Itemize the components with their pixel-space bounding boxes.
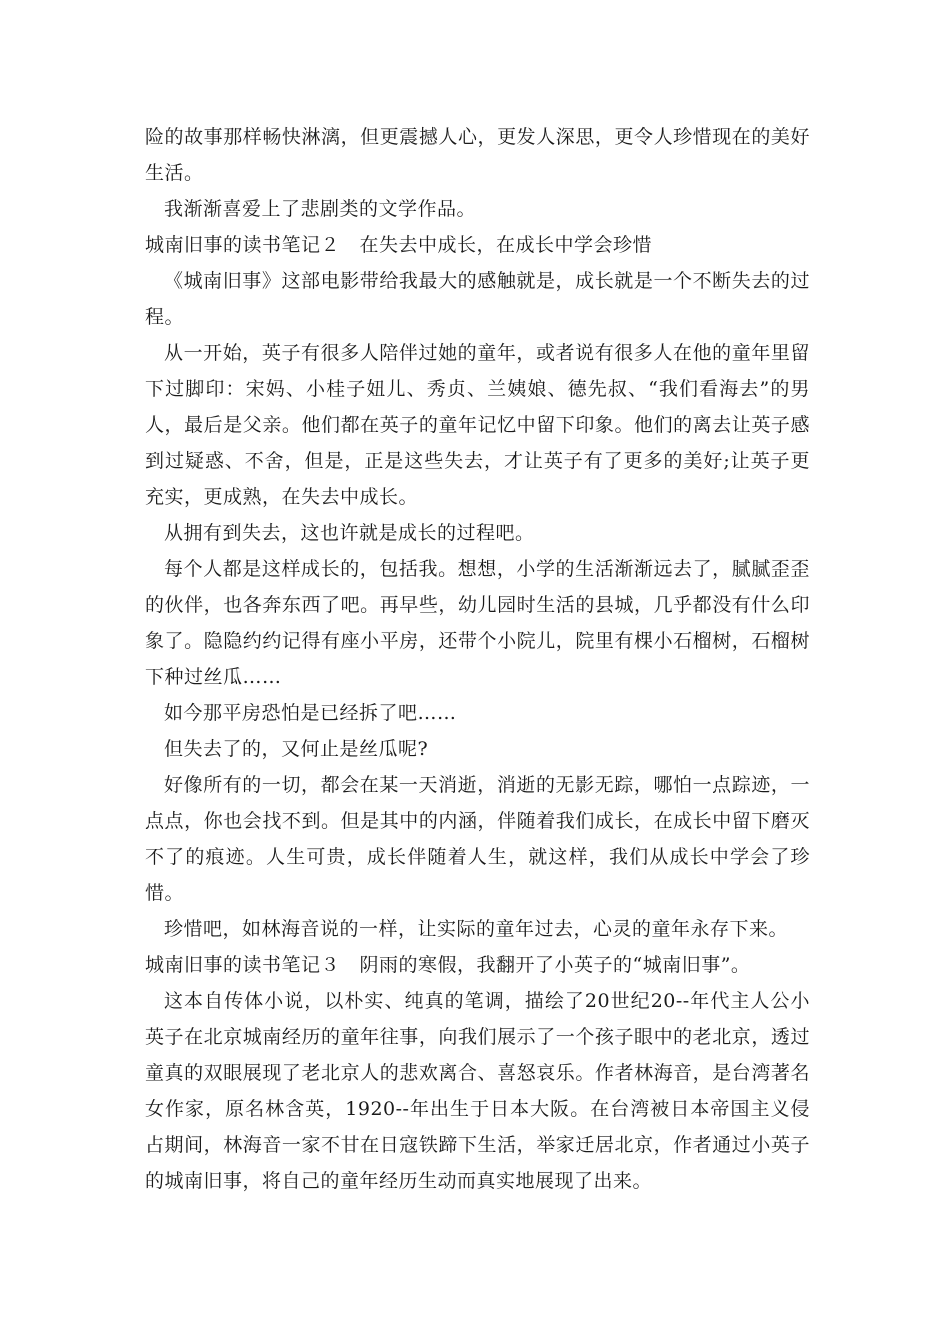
paragraph: 好像所有的一切，都会在某一天消逝，消逝的无影无踪，哪怕一点踪迹，一点点，你也会找不到。但是其中的内涵，伴随着我们成长，在成长中留下磨灭不了的痕迹。人生可贵，成长伴随着人生，就这样，我们从成长中学会了珍惜。	[145, 774, 810, 904]
paragraph: 这本自传体小说，以朴实、纯真的笔调，描绘了20世纪20--年代主人公小英子在北京城南经历的童年往事，向我们展示了一个孩子眼中的老北京，透过童真的双眼展现了老北京人的悲欢离合、喜怒哀乐。作者林海音，是台湾著名女作家，原名林含英，1920--年出生于日本大阪。在台湾被日本帝国主义侵占期间，林海音一家不甘在日寇铁蹄下生活，举家迁居北京，作者通过小英子的城南旧事，将自己的童年经历生动而真实地展现了出来。	[145, 990, 810, 1192]
paragraph-continued: 险的故事那样畅快淋漓，但更震撼人心，更发人深思，更令人珍惜现在的美好生活。	[145, 126, 810, 184]
section-heading: 城南旧事的读书笔记３ 阴雨的寒假，我翻开了小英子的“城南旧事”。	[145, 954, 751, 976]
paragraph: 从一开始，英子有很多人陪伴过她的童年，或者说有很多人在他的童年里留下过脚印：宋妈、小桂子妞儿、秀贞、兰姨娘、德先叔、“我们看海去”的男人，最后是父亲。他们都在英子的童年记忆中留下印象。他们的离去让英子感到过疑惑、不舍，但是，正是这些失去，才让英子有了更多的美好;让英子更充实，更成熟，在失去中成长。	[145, 342, 810, 508]
paragraph: 珍惜吧，如林海音说的一样，让实际的童年过去，心灵的童年永存下来。	[164, 918, 789, 940]
paragraph: 从拥有到失去，这也许就是成长的过程吧。	[164, 522, 535, 544]
document-body	[145, 119, 810, 1199]
paragraph: 如今那平房恐怕是已经拆了吧……	[164, 702, 457, 724]
paragraph: 但失去了的，又何止是丝瓜呢?	[164, 738, 429, 760]
paragraph: 每个人都是这样成长的，包括我。想想，小学的生活渐渐远去了，腻腻歪歪的伙伴，也各奔东西了吧。再早些，幼儿园时生活的县城，几乎都没有什么印象了。隐隐约约记得有座小平房，还带个小院儿，院里有棵小石榴树，石榴树下种过丝瓜……	[145, 558, 810, 688]
paragraph: 我渐渐喜爱上了悲剧类的文学作品。	[164, 198, 477, 220]
paragraph: 《城南旧事》这部电影带给我最大的感触就是，成长就是一个不断失去的过程。	[145, 270, 810, 328]
section-heading: 城南旧事的读书笔记２ 在失去中成长，在成长中学会珍惜	[145, 234, 653, 256]
